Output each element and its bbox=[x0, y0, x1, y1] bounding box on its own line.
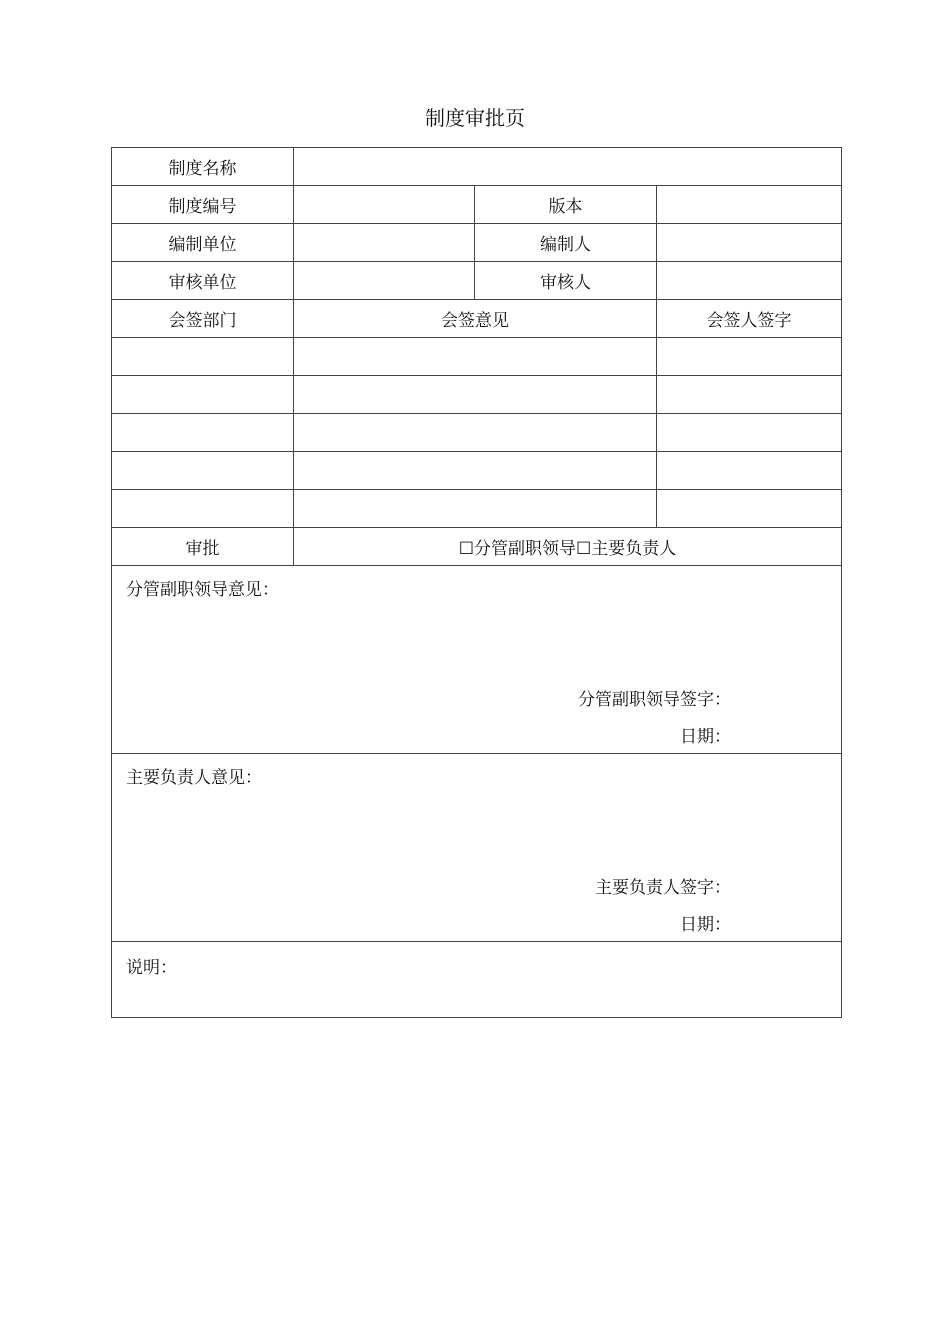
chief-opinion-label: 主要负责人意见： bbox=[126, 768, 262, 788]
chief-signature-label: 主要负责人签字： bbox=[595, 878, 732, 898]
countersign-signature-cell[interactable] bbox=[657, 338, 842, 376]
version-label: 版本 bbox=[475, 186, 657, 224]
countersign-signature-cell[interactable] bbox=[657, 490, 842, 528]
deputy-opinion-section[interactable] bbox=[112, 566, 842, 754]
code-field[interactable] bbox=[294, 186, 475, 224]
org-field[interactable] bbox=[294, 224, 475, 262]
reviewer-field[interactable] bbox=[657, 262, 842, 300]
chief-opinion-section[interactable] bbox=[112, 754, 842, 942]
review-org-field[interactable] bbox=[294, 262, 475, 300]
code-label: 制度编号 bbox=[112, 186, 294, 224]
approval-options[interactable]: ☐分管副职领导☐主要负责人 bbox=[294, 528, 842, 566]
name-field[interactable] bbox=[294, 148, 842, 186]
page-title: 制度审批页 bbox=[425, 106, 525, 130]
table-row bbox=[112, 376, 842, 414]
deputy-signature-label: 分管副职领导签字： bbox=[578, 690, 732, 710]
countersign-dept-header: 会签部门 bbox=[112, 300, 294, 338]
countersign-signature-cell[interactable] bbox=[657, 414, 842, 452]
countersign-opinion-cell[interactable] bbox=[294, 490, 657, 528]
review-org-label: 审核单位 bbox=[112, 262, 294, 300]
countersign-opinion-cell[interactable] bbox=[294, 414, 657, 452]
version-field[interactable] bbox=[657, 186, 842, 224]
countersign-dept-cell[interactable] bbox=[112, 376, 294, 414]
chief-date-label: 日期： bbox=[680, 915, 732, 935]
note-label: 说明： bbox=[126, 958, 177, 978]
countersign-signature-header: 会签人签字 bbox=[657, 300, 842, 338]
countersign-signature-cell[interactable] bbox=[657, 376, 842, 414]
countersign-opinion-cell[interactable] bbox=[294, 376, 657, 414]
countersign-dept-cell[interactable] bbox=[112, 414, 294, 452]
name-label: 制度名称 bbox=[112, 148, 294, 186]
countersign-opinion-cell[interactable] bbox=[294, 338, 657, 376]
approval-form-table bbox=[111, 147, 842, 1018]
countersign-opinion-cell[interactable] bbox=[294, 452, 657, 490]
deputy-opinion-label: 分管副职领导意见： bbox=[126, 580, 279, 600]
table-row bbox=[112, 338, 842, 376]
countersign-opinion-header: 会签意见 bbox=[294, 300, 657, 338]
countersign-signature-cell[interactable] bbox=[657, 452, 842, 490]
author-label: 编制人 bbox=[475, 224, 657, 262]
countersign-dept-cell[interactable] bbox=[112, 452, 294, 490]
table-row bbox=[112, 490, 842, 528]
note-section[interactable] bbox=[112, 942, 842, 1018]
author-field[interactable] bbox=[657, 224, 842, 262]
deputy-date-label: 日期： bbox=[680, 727, 732, 747]
table-row bbox=[112, 414, 842, 452]
approval-label: 审批 bbox=[112, 528, 294, 566]
countersign-dept-cell[interactable] bbox=[112, 338, 294, 376]
table-row bbox=[112, 452, 842, 490]
reviewer-label: 审核人 bbox=[475, 262, 657, 300]
countersign-dept-cell[interactable] bbox=[112, 490, 294, 528]
org-label: 编制单位 bbox=[112, 224, 294, 262]
